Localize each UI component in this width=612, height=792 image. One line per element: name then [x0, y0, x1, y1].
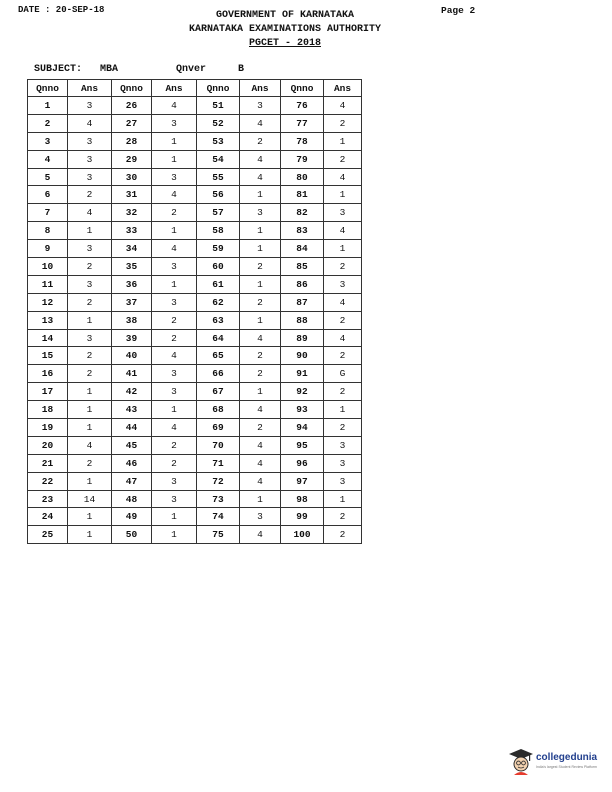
question-number-cell: 6 [28, 186, 68, 204]
question-number-cell: 17 [28, 383, 68, 401]
question-number-cell: 54 [197, 150, 240, 168]
answer-cell: 3 [152, 293, 197, 311]
answer-cell: 2 [240, 293, 281, 311]
answer-cell: 2 [152, 436, 197, 454]
table-row [28, 419, 362, 437]
answer-cell: 4 [68, 204, 112, 222]
brand-tagline: India's largest Student Review Platform [536, 765, 597, 769]
table-row [28, 275, 362, 293]
subject-line [34, 64, 244, 75]
question-number-cell: 39 [112, 329, 152, 347]
answer-cell: 4 [68, 436, 112, 454]
answer-cell: 3 [152, 114, 197, 132]
question-number-cell: 56 [197, 186, 240, 204]
question-number-cell: 22 [28, 472, 68, 490]
answer-cell: 1 [152, 275, 197, 293]
question-number-cell: 67 [197, 383, 240, 401]
header-authority: KARNATAKA EXAMINATIONS AUTHORITY [188, 24, 382, 35]
answer-cell: 3 [324, 454, 362, 472]
answer-cell: 4 [240, 114, 281, 132]
question-number-cell: 75 [197, 526, 240, 544]
answer-cell: 2 [240, 258, 281, 276]
table-row [28, 222, 362, 240]
question-number-cell: 45 [112, 436, 152, 454]
print-date: DATE : 20-SEP-18 [18, 5, 105, 15]
question-number-cell: 88 [281, 311, 324, 329]
answer-cell: 2 [68, 454, 112, 472]
answer-cell: 1 [68, 508, 112, 526]
answer-key-table [27, 79, 362, 544]
table-row [28, 526, 362, 544]
answer-cell: 1 [324, 186, 362, 204]
question-number-cell: 72 [197, 472, 240, 490]
table-row [28, 258, 362, 276]
question-number-cell: 41 [112, 365, 152, 383]
question-number-cell: 60 [197, 258, 240, 276]
question-number-cell: 34 [112, 240, 152, 258]
table-row [28, 168, 362, 186]
question-number-cell: 37 [112, 293, 152, 311]
answer-cell: 4 [68, 114, 112, 132]
question-number-cell: 66 [197, 365, 240, 383]
answer-cell: 2 [324, 383, 362, 401]
answer-cell: 3 [240, 508, 281, 526]
answer-cell: 1 [152, 401, 197, 419]
answer-cell: 3 [152, 490, 197, 508]
question-number-cell: 42 [112, 383, 152, 401]
table-row [28, 436, 362, 454]
answer-cell: 2 [324, 150, 362, 168]
page-number: Page 2 [441, 5, 476, 16]
table-row [28, 490, 362, 508]
question-number-cell: 21 [28, 454, 68, 472]
question-number-cell: 1 [28, 97, 68, 115]
question-number-cell: 77 [281, 114, 324, 132]
question-number-cell: 2 [28, 114, 68, 132]
answer-cell: 3 [68, 329, 112, 347]
column-header-qnno: Qnno [197, 80, 240, 97]
question-number-cell: 13 [28, 311, 68, 329]
question-number-cell: 28 [112, 132, 152, 150]
answer-cell: 2 [324, 114, 362, 132]
question-number-cell: 83 [281, 222, 324, 240]
question-number-cell: 99 [281, 508, 324, 526]
question-number-cell: 9 [28, 240, 68, 258]
answer-cell: 4 [240, 526, 281, 544]
question-number-cell: 27 [112, 114, 152, 132]
question-number-cell: 80 [281, 168, 324, 186]
subject-value: MBA [100, 64, 119, 75]
header-government: GOVERNMENT OF KARNATAKA [215, 10, 355, 21]
table-row [28, 186, 362, 204]
question-number-cell: 61 [197, 275, 240, 293]
table-row [28, 240, 362, 258]
answer-cell: 1 [324, 132, 362, 150]
answer-cell: 2 [68, 347, 112, 365]
question-number-cell: 49 [112, 508, 152, 526]
question-number-cell: 20 [28, 436, 68, 454]
answer-cell: 1 [152, 150, 197, 168]
question-number-cell: 59 [197, 240, 240, 258]
answer-cell: 4 [324, 168, 362, 186]
table-row [28, 508, 362, 526]
answer-cell: 1 [324, 240, 362, 258]
question-number-cell: 68 [197, 401, 240, 419]
answer-cell: 2 [324, 419, 362, 437]
answer-cell: 1 [324, 490, 362, 508]
question-number-cell: 55 [197, 168, 240, 186]
question-number-cell: 26 [112, 97, 152, 115]
question-number-cell: 53 [197, 132, 240, 150]
table-row [28, 311, 362, 329]
answer-cell: 4 [240, 472, 281, 490]
table-row [28, 114, 362, 132]
answer-cell: 3 [240, 204, 281, 222]
question-number-cell: 98 [281, 490, 324, 508]
question-number-cell: 69 [197, 419, 240, 437]
question-number-cell: 73 [197, 490, 240, 508]
table-row [28, 401, 362, 419]
column-header-qnno: Qnno [281, 80, 324, 97]
answer-cell: 4 [240, 436, 281, 454]
answer-cell: 3 [68, 150, 112, 168]
question-number-cell: 47 [112, 472, 152, 490]
question-number-cell: 94 [281, 419, 324, 437]
answer-cell: 2 [152, 311, 197, 329]
answer-cell: 1 [240, 222, 281, 240]
answer-cell: 4 [240, 150, 281, 168]
answer-cell: 1 [152, 508, 197, 526]
answer-cell: 1 [240, 186, 281, 204]
question-number-cell: 3 [28, 132, 68, 150]
question-number-cell: 65 [197, 347, 240, 365]
question-number-cell: 82 [281, 204, 324, 222]
table-row [28, 329, 362, 347]
table-header-row [28, 80, 362, 97]
answer-cell: 3 [240, 97, 281, 115]
answer-cell: 1 [240, 311, 281, 329]
answer-cell: 4 [240, 168, 281, 186]
answer-cell: 1 [68, 419, 112, 437]
table-row [28, 204, 362, 222]
answer-cell: 1 [68, 383, 112, 401]
answer-cell: 4 [324, 97, 362, 115]
question-number-cell: 51 [197, 97, 240, 115]
question-number-cell: 19 [28, 419, 68, 437]
question-number-cell: 58 [197, 222, 240, 240]
question-number-cell: 89 [281, 329, 324, 347]
question-number-cell: 93 [281, 401, 324, 419]
answer-cell: 2 [68, 365, 112, 383]
answer-cell: 3 [68, 132, 112, 150]
table-row [28, 293, 362, 311]
answer-cell: 3 [68, 97, 112, 115]
question-number-cell: 92 [281, 383, 324, 401]
subject-label: SUBJECT: [34, 64, 83, 75]
question-number-cell: 32 [112, 204, 152, 222]
answer-cell: 3 [324, 472, 362, 490]
answer-cell: 2 [68, 293, 112, 311]
answer-cell: 1 [152, 222, 197, 240]
question-number-cell: 38 [112, 311, 152, 329]
answer-cell: 4 [324, 222, 362, 240]
question-number-cell: 14 [28, 329, 68, 347]
answer-cell: 3 [324, 204, 362, 222]
answer-cell: 1 [240, 383, 281, 401]
column-header-ans: Ans [240, 80, 281, 97]
question-number-cell: 36 [112, 275, 152, 293]
answer-cell: 2 [324, 526, 362, 544]
answer-cell: 1 [68, 222, 112, 240]
question-number-cell: 87 [281, 293, 324, 311]
question-number-cell: 85 [281, 258, 324, 276]
answer-cell: 1 [152, 132, 197, 150]
question-number-cell: 74 [197, 508, 240, 526]
answer-cell: 1 [240, 275, 281, 293]
question-number-cell: 5 [28, 168, 68, 186]
answer-cell: 3 [324, 275, 362, 293]
answer-cell: 1 [68, 472, 112, 490]
answer-cell: 2 [240, 419, 281, 437]
question-version-label: Qnver [176, 64, 207, 75]
answer-cell: 2 [152, 329, 197, 347]
question-number-cell: 15 [28, 347, 68, 365]
question-number-cell: 23 [28, 490, 68, 508]
answer-cell: 1 [68, 526, 112, 544]
question-number-cell: 35 [112, 258, 152, 276]
table-row [28, 97, 362, 115]
answer-cell: 3 [68, 275, 112, 293]
question-number-cell: 30 [112, 168, 152, 186]
question-number-cell: 18 [28, 401, 68, 419]
answer-cell: 4 [240, 329, 281, 347]
question-number-cell: 33 [112, 222, 152, 240]
question-number-cell: 46 [112, 454, 152, 472]
answer-cell: 3 [152, 383, 197, 401]
question-number-cell: 84 [281, 240, 324, 258]
table-row [28, 132, 362, 150]
answer-cell: 1 [68, 401, 112, 419]
answer-cell: 1 [152, 526, 197, 544]
question-number-cell: 50 [112, 526, 152, 544]
question-number-cell: 25 [28, 526, 68, 544]
answer-cell: 2 [240, 132, 281, 150]
collegedunia-watermark [508, 748, 604, 778]
question-number-cell: 4 [28, 150, 68, 168]
question-number-cell: 12 [28, 293, 68, 311]
answer-cell: 3 [152, 168, 197, 186]
table-row [28, 365, 362, 383]
table-row [28, 347, 362, 365]
question-number-cell: 10 [28, 258, 68, 276]
table-row [28, 150, 362, 168]
question-number-cell: 90 [281, 347, 324, 365]
question-number-cell: 71 [197, 454, 240, 472]
question-number-cell: 70 [197, 436, 240, 454]
table-row [28, 383, 362, 401]
question-number-cell: 31 [112, 186, 152, 204]
answer-cell: 4 [152, 240, 197, 258]
question-number-cell: 48 [112, 490, 152, 508]
answer-cell: 3 [152, 472, 197, 490]
answer-cell: G [324, 365, 362, 383]
column-header-ans: Ans [324, 80, 362, 97]
answer-cell: 4 [240, 454, 281, 472]
answer-cell: 2 [152, 204, 197, 222]
question-number-cell: 91 [281, 365, 324, 383]
question-number-cell: 81 [281, 186, 324, 204]
question-number-cell: 78 [281, 132, 324, 150]
answer-cell: 2 [240, 347, 281, 365]
question-number-cell: 79 [281, 150, 324, 168]
answer-cell: 2 [68, 186, 112, 204]
answer-cell: 4 [324, 293, 362, 311]
question-number-cell: 40 [112, 347, 152, 365]
answer-cell: 1 [240, 490, 281, 508]
question-number-cell: 7 [28, 204, 68, 222]
answer-cell: 4 [152, 97, 197, 115]
answer-cell: 4 [152, 186, 197, 204]
question-number-cell: 96 [281, 454, 324, 472]
answer-cell: 2 [240, 365, 281, 383]
question-number-cell: 100 [281, 526, 324, 544]
question-number-cell: 63 [197, 311, 240, 329]
header-exam-title: PGCET - 2018 [248, 38, 321, 49]
question-number-cell: 24 [28, 508, 68, 526]
question-number-cell: 97 [281, 472, 324, 490]
question-number-cell: 52 [197, 114, 240, 132]
table-body [28, 97, 362, 544]
answer-cell: 2 [324, 347, 362, 365]
answer-cell: 2 [324, 508, 362, 526]
column-header-ans: Ans [152, 80, 197, 97]
column-header-qnno: Qnno [112, 80, 152, 97]
table-row [28, 472, 362, 490]
answer-cell: 4 [152, 419, 197, 437]
answer-cell: 1 [240, 240, 281, 258]
answer-cell: 1 [68, 311, 112, 329]
answer-cell: 2 [68, 258, 112, 276]
question-number-cell: 8 [28, 222, 68, 240]
question-number-cell: 62 [197, 293, 240, 311]
question-number-cell: 57 [197, 204, 240, 222]
column-header-ans: Ans [68, 80, 112, 97]
answer-cell: 3 [324, 436, 362, 454]
answer-cell: 3 [68, 168, 112, 186]
question-number-cell: 76 [281, 97, 324, 115]
answer-cell: 14 [68, 490, 112, 508]
answer-cell: 3 [152, 365, 197, 383]
question-number-cell: 29 [112, 150, 152, 168]
answer-cell: 2 [324, 258, 362, 276]
answer-cell: 4 [324, 329, 362, 347]
answer-cell: 3 [152, 258, 197, 276]
question-number-cell: 95 [281, 436, 324, 454]
answer-cell: 1 [324, 401, 362, 419]
question-number-cell: 11 [28, 275, 68, 293]
graduate-mascot-icon [508, 748, 534, 776]
table-row [28, 454, 362, 472]
question-number-cell: 64 [197, 329, 240, 347]
brand-name: collegedunia [536, 752, 598, 763]
question-number-cell: 43 [112, 401, 152, 419]
question-number-cell: 16 [28, 365, 68, 383]
answer-cell: 4 [240, 401, 281, 419]
answer-cell: 2 [152, 454, 197, 472]
question-version-value: B [238, 64, 245, 75]
column-header-qnno: Qnno [28, 80, 68, 97]
answer-cell: 3 [68, 240, 112, 258]
question-number-cell: 44 [112, 419, 152, 437]
question-number-cell: 86 [281, 275, 324, 293]
answer-cell: 2 [324, 311, 362, 329]
answer-cell: 4 [152, 347, 197, 365]
